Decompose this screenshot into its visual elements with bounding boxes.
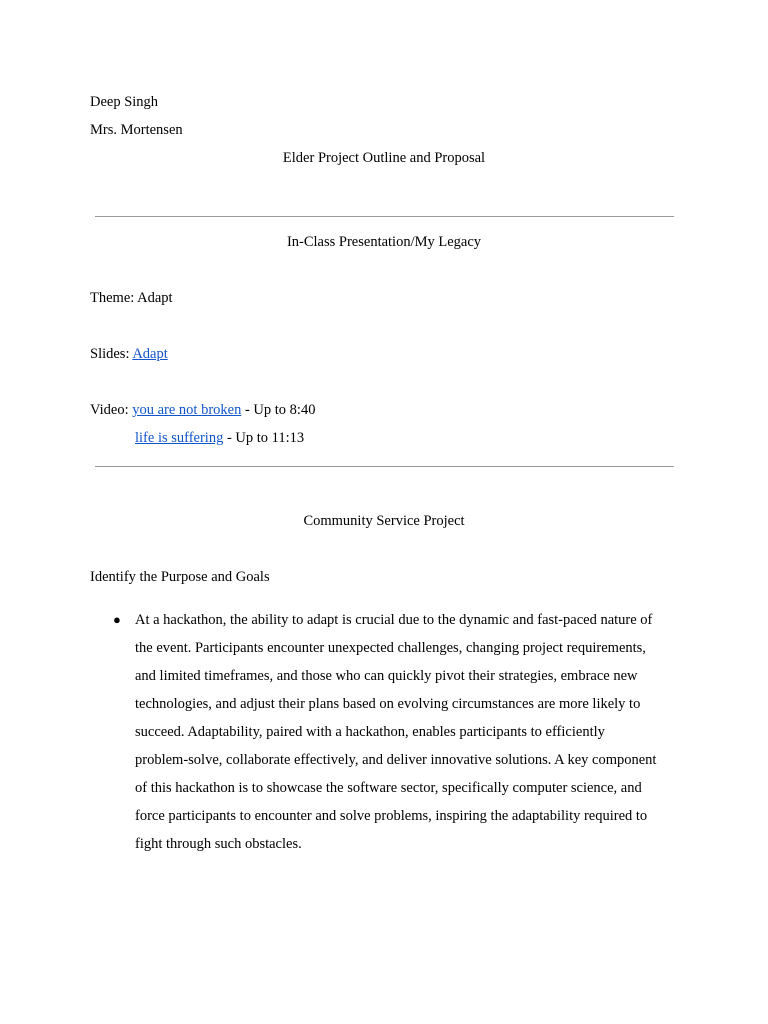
paragraph-line: problem-solve, collaborate effectively, and deliver innovative solutions. A key component — [135, 752, 657, 768]
presentation-heading: In-Class Presentation/My Legacy — [286, 234, 482, 250]
document-title: Elder Project Outline and Proposal — [282, 150, 486, 166]
list-item — [90, 606, 680, 858]
video-timestamp: - Up to 11:13 — [223, 430, 305, 446]
paragraph-line: succeed. Adaptability, paired with a hackathon, enables participants to efficiently — [135, 724, 605, 740]
paragraph-line: At a hackathon, the ability to adapt is crucial due to the dynamic and fast-paced nature of — [135, 612, 653, 628]
horizontal-rule-top — [95, 216, 674, 217]
video-link-life-is-suffering[interactable]: life is suffering — [135, 430, 224, 446]
horizontal-rule-middle — [95, 466, 674, 467]
paragraph-line: and limited timeframes, and those who can quickly pivot their strategies, embrace new — [135, 668, 638, 684]
paragraph-line: the event. Participants encounter unexpected challenges, changing project requirements, — [135, 640, 646, 656]
slides-link[interactable]: Adapt — [132, 346, 168, 362]
service-heading: Community Service Project — [303, 513, 465, 529]
paragraph-line: technologies, and adjust their plans based on evolving circumstances are more likely to — [135, 696, 641, 712]
theme-label: Theme: — [90, 290, 135, 306]
video-line-2 — [135, 429, 304, 447]
theme-line — [90, 289, 173, 307]
slides-label: Slides: — [90, 346, 130, 362]
theme-value: Adapt — [137, 290, 173, 306]
bullet-icon: ● — [113, 612, 121, 627]
paragraph-line: fight through such obstacles. — [135, 836, 302, 852]
author-name: Deep Singh — [90, 94, 159, 110]
video-link-you-are-not-broken[interactable]: you are not broken — [132, 402, 242, 418]
purpose-bullet-list — [90, 606, 680, 858]
slides-line — [90, 345, 168, 363]
video-line-1 — [90, 401, 315, 419]
teacher-name: Mrs. Mortensen — [90, 122, 183, 138]
video-label: Video: — [90, 402, 129, 418]
video-timestamp: - Up to 8:40 — [241, 402, 316, 418]
paragraph-line: force participants to encounter and solve problems, inspiring the adaptability required to — [135, 808, 648, 824]
paragraph-line: of this hackathon is to showcase the software sector, specifically computer science, and — [135, 780, 642, 796]
purpose-goals-subheading: Identify the Purpose and Goals — [90, 569, 270, 585]
